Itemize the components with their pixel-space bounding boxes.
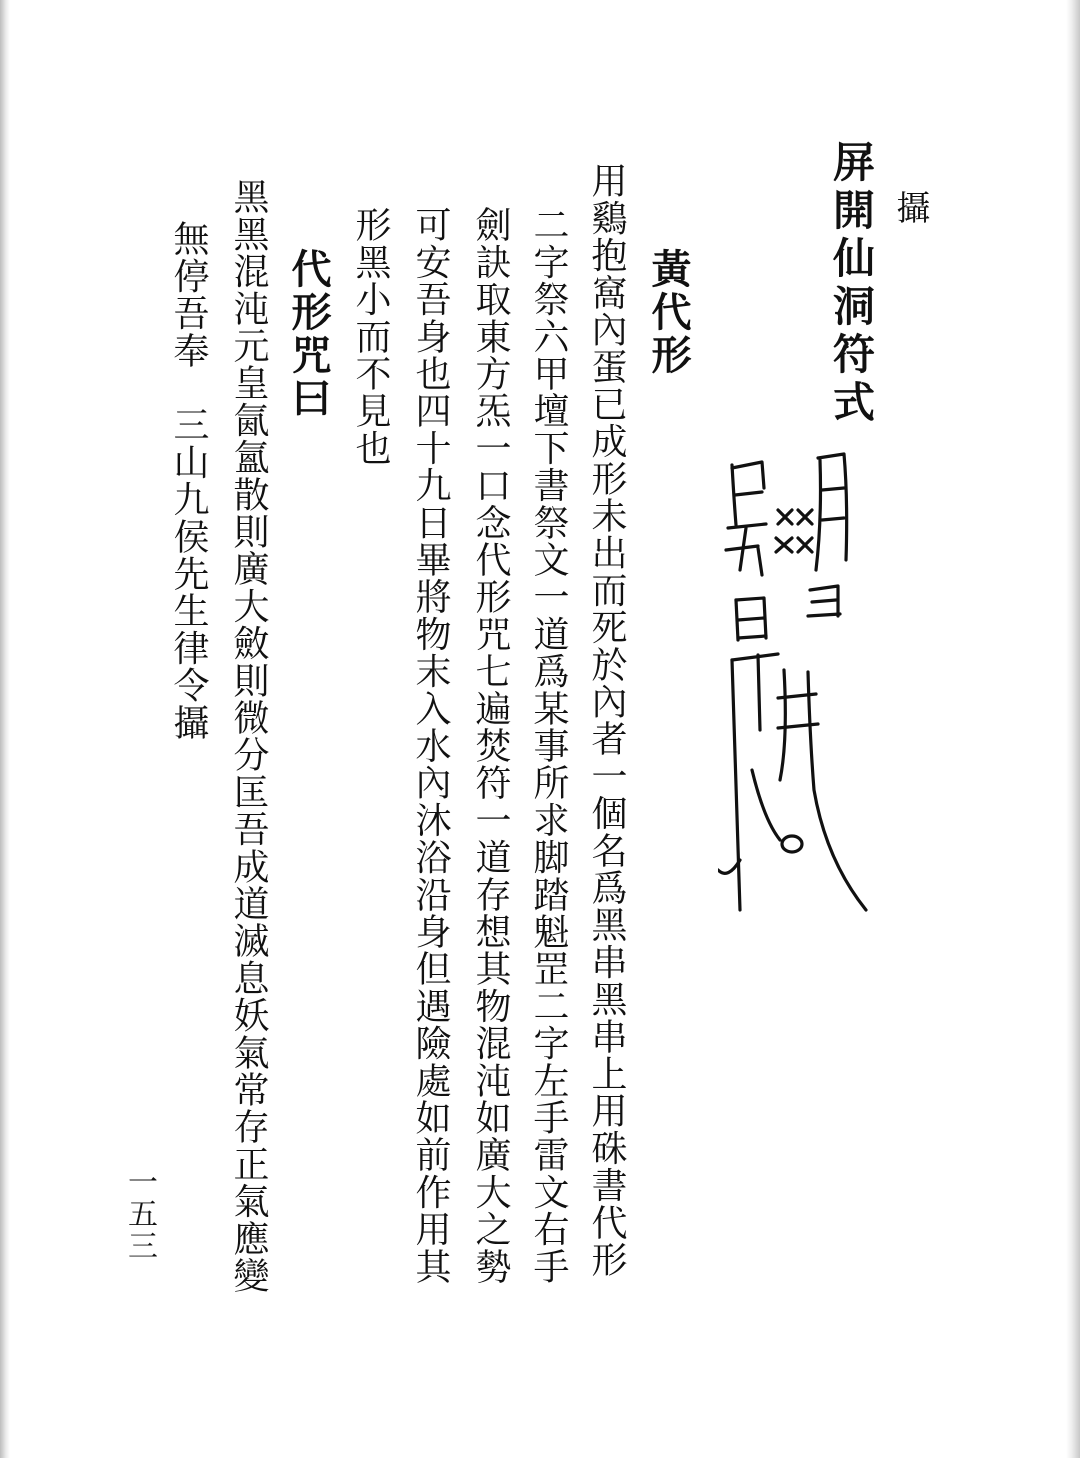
page-number: 一五三 [122,1166,157,1262]
section-heading-daixing-zhou: 代形咒曰 [285,248,331,420]
section-heading-huang-daixing: 黃代形 [645,248,691,377]
body-column: 二字祭六甲壇下書祭文一道爲某事所求脚踏魁罡二字左手雷文右手 [528,206,569,1285]
body-column: 形黑小而不見也 [350,206,391,467]
page-edge-right [1066,0,1080,1458]
incantation-column: 黑黑混沌元皇氤氳散則廣大斂則微分匡吾成道滅息妖氣常存正氣應變 [228,178,269,1294]
page-edge-left [0,0,10,1458]
page-title: 屏開仙洞符式 [827,140,876,428]
body-column: 可安吾身也四十九日畢將物末入水內沐浴沿身但遇險處如前作用其 [410,206,451,1285]
talisman-seal-icon [718,440,878,920]
body-column: 劍訣取東方炁一口念代形咒七遍焚符一道存想其物混沌如廣大之勢 [470,206,511,1285]
body-column: 用鷄抱窩內蛋已成形未出而死於內者一個名爲黑串黑串上用硃書代形 [586,162,627,1278]
header-tag: 攝 [890,190,930,224]
incantation-column: 無停吾奉 三山九侯先生律令攝 [168,220,209,741]
